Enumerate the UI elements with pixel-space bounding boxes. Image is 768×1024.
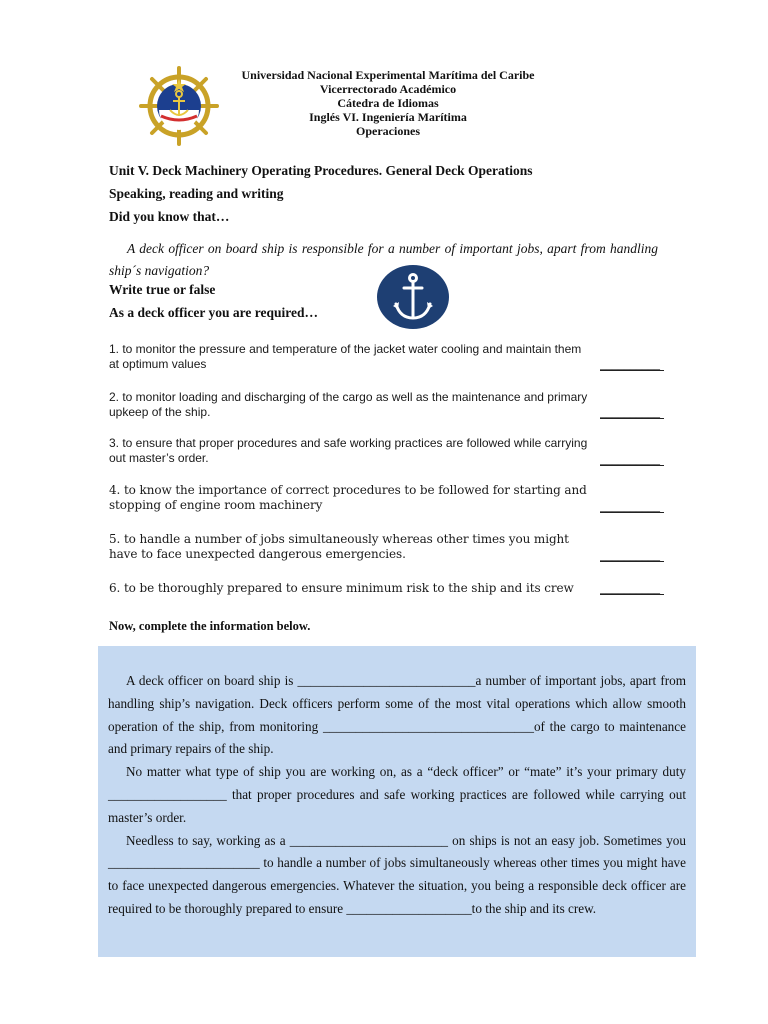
fill-in-passage-box bbox=[98, 646, 696, 957]
header-line-course: Inglés VI. Ingeniería Marítima bbox=[309, 110, 467, 124]
header-line-university: Universidad Nacional Experimental Marítima del Caribe bbox=[241, 68, 535, 82]
intro-question: A deck officer on board ship is responsible for a number of important jobs, apart from handling ship´s navigation? bbox=[109, 241, 658, 278]
statement-3: 3. to ensure that proper procedures and safe working practices are followed while carrying out master’s order. bbox=[109, 436, 588, 465]
header-line-catedra: Cátedra de Idiomas bbox=[337, 96, 439, 110]
answer-blank-1[interactable]: __________ bbox=[600, 357, 664, 371]
passage-paragraph-3: Needless to say, working as a ________________________ on ships is not an easy job. Sometimes you _______________________ to handle a number of jobs simultaneously whereas other times you might have to face unexpected dangerous emergencies. Whatever the situation, you being a responsible deck officer are required to be thoroughly prepared to ensure ___________________to the ship and its crew. bbox=[108, 832, 686, 916]
statement-6: 6. to be thoroughly prepared to ensure minimum risk to the ship and its crew bbox=[109, 581, 574, 595]
answer-blank-6[interactable]: __________ bbox=[600, 581, 664, 595]
header-line-vicerrectorado: Vicerrectorado Académico bbox=[319, 82, 457, 96]
answer-blank-2[interactable]: __________ bbox=[600, 405, 664, 419]
complete-instruction: Now, complete the information below. bbox=[109, 619, 311, 633]
required-heading: As a deck officer you are required… bbox=[109, 305, 318, 320]
did-you-know-heading: Did you know that… bbox=[109, 209, 230, 224]
skills-subtitle: Speaking, reading and writing bbox=[109, 186, 284, 201]
ship-wheel-anchor-emblem-icon bbox=[139, 66, 219, 146]
statement-1: 1. to monitor the pressure and temperature of the jacket water cooling and maintain them at optimum values bbox=[109, 342, 582, 371]
passage-paragraph-1: A deck officer on board ship is ___________________________a number of important jobs, apart from handling ship’s navigation. Deck officers perform some of the most vital operations which allow smooth operation of the ship, from monitoring ________________________________of the cargo to maintenance and primary repairs of the ship. bbox=[108, 673, 686, 757]
passage-paragraph-2: No matter what type of ship you are working on, as a “deck officer” or “mate” it’s your primary duty __________________ that proper procedures and safe working practices are followed while carrying out master’s order. bbox=[108, 764, 686, 825]
statement-2: 2. to monitor loading and discharging of the cargo as well as the maintenance and primary upkeep of the ship. bbox=[109, 390, 588, 419]
statement-4: 4. to know the importance of correct procedures to be followed for starting and stopping of engine room machinery bbox=[109, 483, 587, 512]
statement-5: 5. to handle a number of jobs simultaneously whereas other times you might have to face unexpected dangerous emergencies. bbox=[109, 532, 569, 561]
institution-header bbox=[220, 68, 556, 138]
answer-blank-4[interactable]: __________ bbox=[600, 499, 664, 513]
unit-title: Unit V. Deck Machinery Operating Procedures. General Deck Operations bbox=[109, 163, 533, 178]
anchor-icon bbox=[376, 264, 450, 330]
anchor-badge bbox=[376, 264, 450, 330]
university-logo bbox=[139, 66, 219, 146]
true-false-instruction: Write true or false bbox=[109, 282, 216, 297]
header-line-operaciones: Operaciones bbox=[356, 124, 420, 138]
answer-blank-5[interactable]: __________ bbox=[600, 548, 664, 562]
answer-blank-3[interactable]: __________ bbox=[600, 452, 664, 466]
